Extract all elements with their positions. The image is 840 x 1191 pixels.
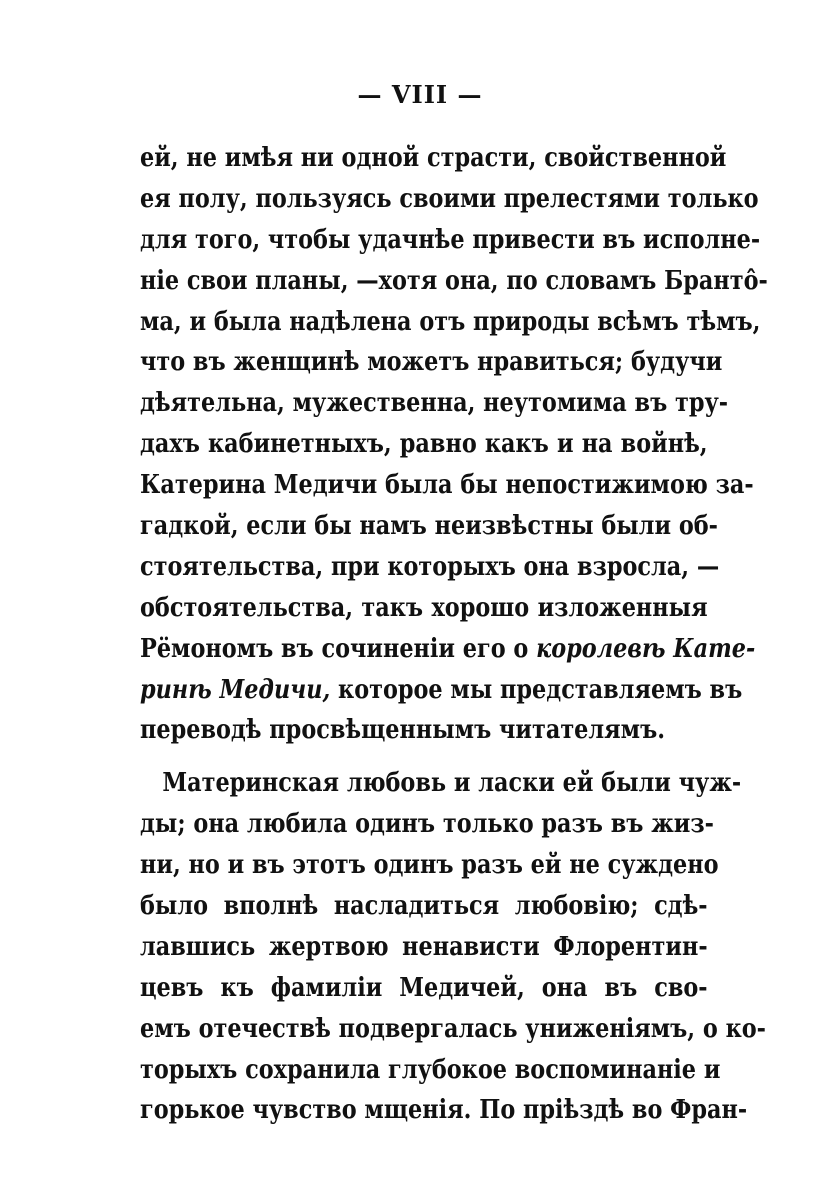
text-line: горькое чувство мщенiя. По прiѣздѣ во Фран- [140,1095,748,1126]
text-line: емъ отечествѣ подвергалась униженiямъ, о ко- [140,1013,766,1044]
text-segment: которое мы представляемъ въ [330,674,743,705]
text-line: для того, чтобы удачнѣе привести въ исполне- [140,224,761,255]
text-line: ни, но и въ этотъ одинъ разъ ей не суждено [140,850,719,881]
text-line: Материнская любовь и ласки ей были чуж- [162,768,742,799]
text-line: цевъ къ фамилiи Медичей, она въ сво- [140,972,708,1003]
text-line-with-italic [140,629,756,670]
text-line: ды; она любила одинъ только разъ въ жиз- [140,809,714,840]
text-line: Катерина Медичи была бы непостижимою за- [140,470,754,501]
text-line: что въ женщинѣ можетъ нравиться; будучи [140,347,723,378]
text-line: ея полу, пользуясь своими прелестями только [140,183,759,214]
italic-title-segment: ринѣ Медичи, [140,674,331,705]
text-line: дѣятельна, мужественна, неутомима въ тру- [140,388,729,419]
text-line: торыхъ сохранила глубокое воспоминанiе и [140,1054,721,1085]
text-segment: Рёмономъ въ сочиненiи его о [140,633,537,664]
body-text [140,138,768,1131]
text-line: переводѣ просвѣщеннымъ читателямъ. [140,715,666,746]
text-line: обстоятельства, такъ хорошо изложенныя [140,592,708,623]
text-line: лавшись жертвою ненависти Флорентин- [140,931,708,962]
text-line: дахъ кабинетныхъ, равно какъ и на войнѣ, [140,429,708,460]
text-line: гадкой, если бы намъ неизвѣстны были об- [140,511,718,542]
text-line: было вполнѣ насладиться любовiю; сдѣ- [140,891,708,922]
page-number-header: — VIII — [357,80,483,109]
text-line: ей, не имѣя ни одной страсти, свойственной [140,143,727,173]
text-line: нiе свои планы, —хотя она, по словамъ Брантô- [140,265,768,296]
italic-title-segment: королевѣ Кате- [536,633,756,664]
text-line-with-italic [140,670,743,711]
text-line: стоятельства, при которыхъ она взросла, — [140,551,720,582]
text-line: ма, и была надѣлена отъ природы всѣмъ тѣмъ, [140,306,761,337]
paragraph-gap [140,751,708,763]
